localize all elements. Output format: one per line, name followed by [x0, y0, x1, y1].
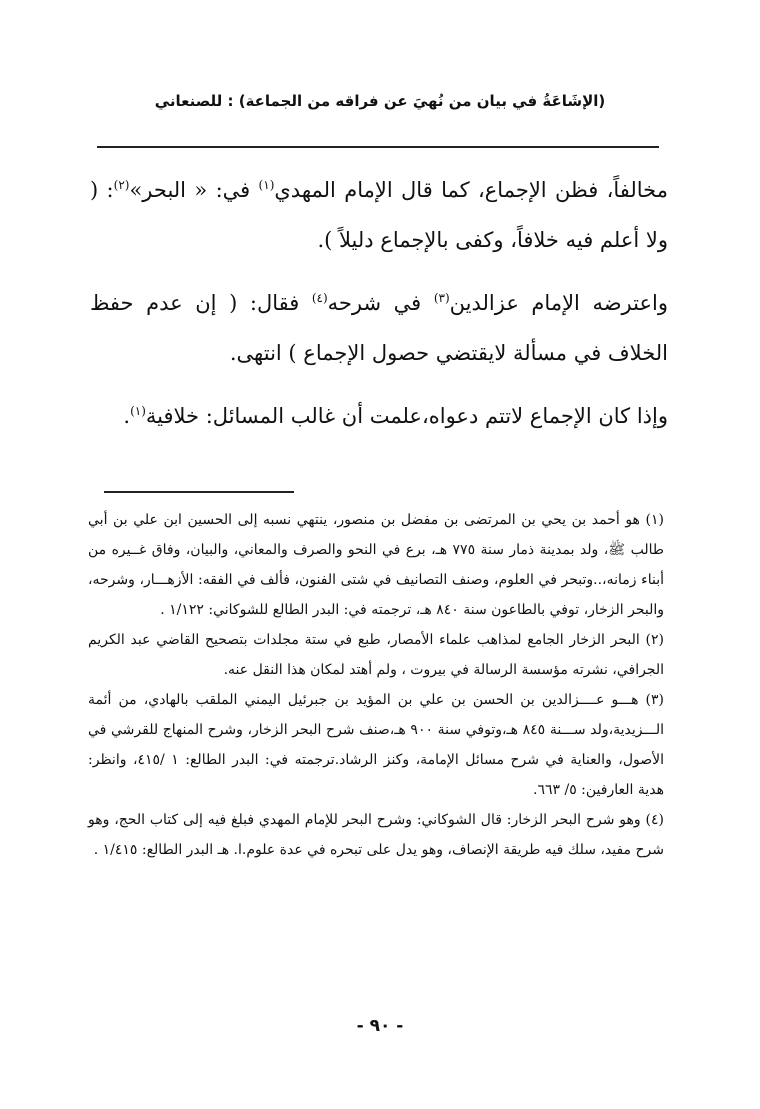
footnote-2: (٢) البحر الزخار الجامع لمذاهب علماء الأمصار، طبع في ستة مجلدات بتصحيح القاضي عبد الكريم الجرافي، نشرته مؤسسة الرسالة في بيروت ، ولم أهتد لمكان هذا النقل عنه.: [88, 632, 664, 678]
paragraph-2-text-b: في شرحه: [327, 291, 434, 315]
footnote-ref-3[interactable]: (٣): [433, 291, 450, 305]
paragraph-2-text-c: فقال: ( إن عدم حفظ الخلاف في مسألة لايقتضي حصول الإجماع ) انتهى.: [90, 291, 668, 365]
footnote-1: (١) هو أحمد بن يحي بن المرتضى بن مفضل بن منصور، ينتهي نسبه إلى الحسين ابن علي بن أبي طالب ﷺ، ولد بمدينة ذمار سنة ٧٧٥ هـ، برع في النحو والصرف والمعاني، والبيان، وفاق غــيره من أبناء زمانه،..وتبحر في العلوم، وصنف التصانيف في شتى الفنون، فألف في الفقه: الأزهـــار، وشرحه، والبحر الزخار، توفي بالطاعون سنة ٨٤٠ هـ، ترجمته في: البدر الطالع للشوكاني: ١/١٢٢ .: [88, 512, 664, 618]
paragraph-1-text-c: : ( ولا أعلم فيه خلافاً، وكفى بالإجماع دليلاً ).: [90, 178, 668, 252]
running-header: (الإشَاعَةُ في بيان من نُهيَ عن فراقه من الجماعة) : للصنعاني: [154, 92, 606, 110]
paragraph-1: [90, 160, 668, 265]
footnote-ref-1[interactable]: (١): [258, 178, 275, 192]
footnote-ref-2[interactable]: (٢): [113, 178, 130, 192]
paragraph-3-text-a: وإذا كان الإجماع لاتتم دعواه،علمت أن غالب المسائل: خلافية: [145, 404, 668, 428]
paragraph-2-text-a: واعترضه الإمام عزالدين: [449, 291, 668, 315]
footnote-ref-4[interactable]: (٤): [311, 291, 328, 305]
paragraph-3: [90, 386, 668, 441]
page-number: - ٩٠ -: [356, 1016, 404, 1036]
paragraph-3-text-c: .: [123, 404, 131, 428]
footnote-ref-next-page-1[interactable]: (١): [130, 404, 146, 418]
paragraph-1-text-a: مخالفاً، فظن الإجماع، كما قال الإمام المهدي: [274, 178, 668, 202]
paragraph-1-text-b: في: « البحر»: [129, 178, 259, 202]
footnote-3: (٣) هـــو عــــزالدين بن الحسن بن علي بن المؤيد بن جبرئيل اليمني الملقب بالهادي، من أئمة الـــزيدية،ولد ســـنة ٨٤٥ هـ،وتوفي سنة ٩٠٠ هـ،صنف شرح البحر الزخار، وشرح المنهاج للقرشي في الأصول، والعناية في شرح مسائل الإمامة، وكنز الرشاد.ترجمته في: البدر الطالع: ١ /٤١٥، وانظر: هدية العارفين: ٥/ ٦٦٣.: [88, 692, 664, 798]
main-text: [90, 160, 668, 449]
footnotes: [88, 505, 664, 865]
footnote-4: (٤) وهو شرح البحر الزخار: قال الشوكاني: وشرح البحر للإمام المهدي فبلغ فيه إلى كتاب الحج، وهو شرح مفيد، سلك فيه طريقة الإنصاف، وهو يدل على تبحره في عدة علوم.ا. هـ البدر الطالع: ١/٤١٥ .: [88, 812, 664, 858]
footnote-separator: [104, 491, 294, 493]
header-rule: [97, 146, 659, 148]
paragraph-2: [90, 273, 668, 378]
